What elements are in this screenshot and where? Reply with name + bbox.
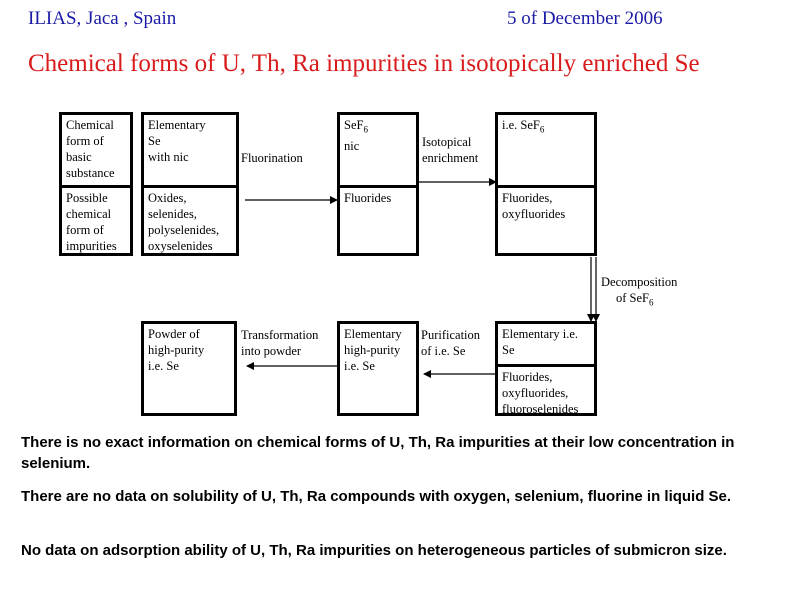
header-location: ILIAS, Jaca , Spain (28, 8, 177, 29)
text-line: Elementary (148, 118, 206, 132)
text-line: Transformation (241, 328, 319, 342)
note-2: There are no data on solubility of U, Th, Ra compounds with oxygen, selenium, fluorine in liquid Se. (21, 488, 732, 505)
text-line: Fluorides (344, 191, 392, 205)
formula-text: i.e. SeF (502, 118, 540, 132)
row-labels-box (59, 112, 133, 256)
header-date: 5 of December 2006 (507, 8, 663, 29)
stage-basic-form (340, 115, 416, 185)
stage-impurity-form (498, 185, 594, 253)
text-line: with nic (148, 150, 189, 164)
text-line: basic (66, 150, 92, 164)
text-line: fluoroselenides (502, 402, 579, 416)
text-line: Decomposition (601, 275, 678, 289)
stage-elementary-ie-se (495, 321, 597, 416)
label-decomposition (601, 274, 677, 311)
stage-basic-form (498, 324, 594, 364)
text-line: Fluorides, (502, 191, 553, 205)
text-line: Elementary i.e. (502, 327, 579, 341)
text-line: oxyfluorides (502, 207, 566, 221)
stage-ie-sef6 (495, 112, 597, 256)
text-line: form of (66, 134, 104, 148)
stage-impurity-form (144, 185, 236, 253)
text-line: Oxides, (148, 191, 187, 205)
text-line: high-purity (148, 343, 205, 357)
text-line (502, 117, 590, 138)
text-line: oxyfluorides, (502, 386, 569, 400)
label-fluorination (241, 150, 303, 166)
stage-basic-form (498, 115, 594, 185)
text-line: Elementary (344, 327, 402, 341)
row-label-impurities (62, 185, 130, 253)
text-line: i.e. Se (344, 359, 375, 373)
text-line: oxyselenides (148, 239, 213, 253)
text-line: selenides, (148, 207, 197, 221)
text-line: form of (66, 223, 104, 237)
formula-text: of SeF (616, 291, 649, 305)
text-line: into powder (241, 344, 302, 358)
note-1: There is no exact information on chemical forms of U, Th, Ra impurities at their low concentration in selenium. (21, 434, 735, 472)
stage-powder-high-purity (141, 321, 237, 416)
stage-basic-form (144, 324, 234, 413)
formula-subscript: 6 (363, 124, 368, 135)
text-line (344, 117, 412, 138)
stage-impurity-form (340, 185, 416, 253)
stage-elementary-high-purity (337, 321, 419, 416)
text-line: high-purity (344, 343, 401, 357)
text-line: nic (344, 138, 360, 153)
text-line: polyselenides, (148, 223, 220, 237)
label-purification (421, 327, 480, 359)
text-line: Fluorides, (502, 370, 553, 384)
text-line: Se (148, 134, 161, 148)
text-line: enrichment (422, 151, 479, 165)
text-line (601, 290, 677, 311)
stage-basic-form (340, 324, 416, 413)
slide-title: Chemical forms of U, Th, Ra impurities in isotopically enriched Se (28, 50, 700, 77)
text-line: Purification (421, 328, 481, 342)
stage-sef6-nic (337, 112, 419, 256)
text-line: Fluorination (241, 151, 303, 165)
text-line: impurities (66, 239, 117, 253)
stage-impurity-form (498, 364, 594, 416)
text-line: Chemical (66, 118, 114, 132)
text-line: i.e. Se (148, 359, 179, 373)
label-transformation (241, 327, 318, 359)
text-line: of i.e. Se (421, 344, 466, 358)
note-3: No data on adsorption ability of U, Th, Ra impurities on heterogeneous particles of submicron size. (21, 542, 727, 559)
stage-basic-form (144, 115, 236, 185)
formula-subscript: 6 (649, 297, 654, 308)
stage-elementary-se (141, 112, 239, 256)
formula-text: SeF (344, 118, 364, 132)
text-line: Possible (66, 191, 108, 205)
text-line: Se (502, 343, 515, 357)
text-line: Powder of (148, 327, 200, 341)
text-line: substance (66, 166, 115, 180)
text-line: chemical (66, 207, 112, 221)
label-isotopical-enrichment (422, 134, 478, 166)
text-line: Isotopical (422, 135, 472, 149)
row-label-basic-substance (62, 115, 130, 185)
formula-subscript: 6 (539, 124, 545, 135)
